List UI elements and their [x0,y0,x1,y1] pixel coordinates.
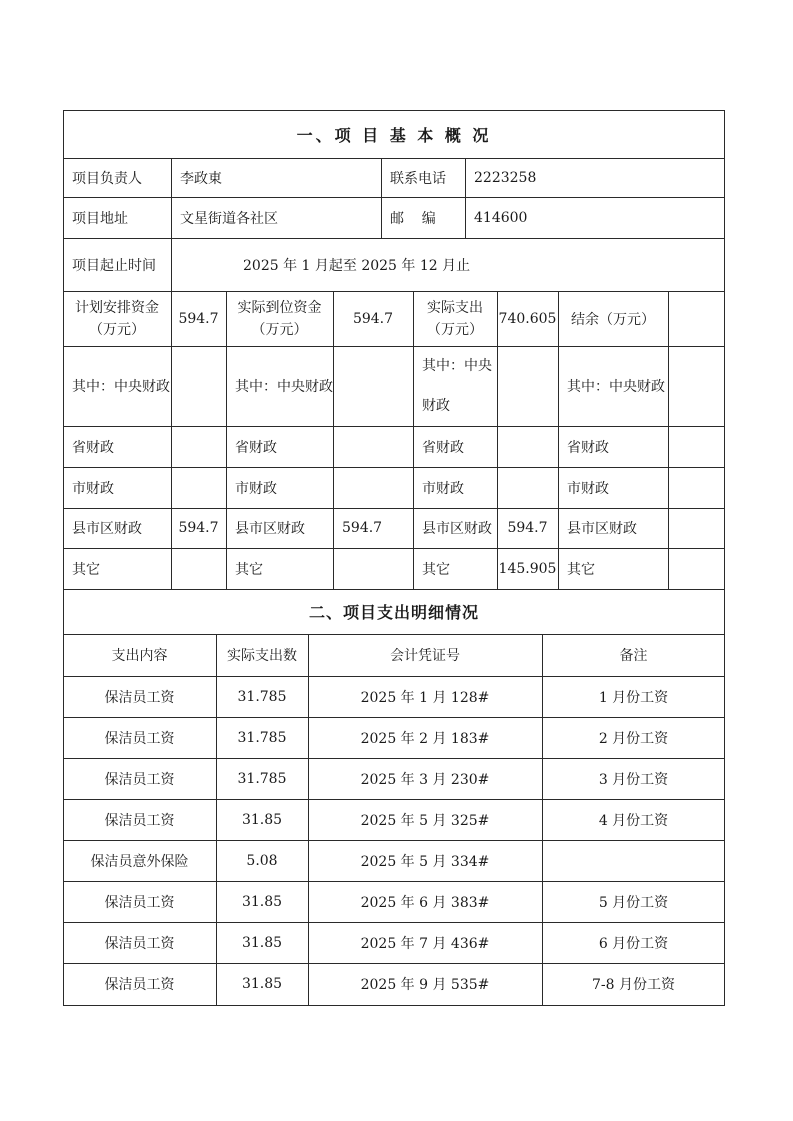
funds-row-label: 市财政 [422,480,464,497]
funds-row-label: 其它 [235,561,263,578]
row-content: 保洁员工资 [104,812,175,829]
actual-spent-label-line2: （万元） [427,321,483,338]
funds-row-label: 其它 [422,561,450,578]
row-amount: 5.08 [246,852,278,869]
row-note [542,840,725,881]
period-label: 项目起止时间 [72,257,156,274]
phone-value: 2223258 [474,169,537,186]
section1-title: 一、项 目 基 本 概 况 [296,125,492,145]
actual-spent-value: 740.605 [498,310,557,327]
row-voucher: 2025 年 3 月 230# [360,771,490,788]
row-note: 5 月份工资 [598,894,669,911]
funds-row-value [668,346,725,426]
address-label: 项目地址 [72,210,128,227]
row-content: 保洁员工资 [104,689,175,706]
funds-row-value: 145.905 [498,560,557,577]
row-amount: 31.85 [241,934,283,951]
row-voucher: 2025 年 7 月 436# [360,935,490,952]
column-header-voucher: 会计凭证号 [390,648,460,664]
funds-row-value [171,548,226,589]
planned-funds-value: 594.7 [178,310,219,327]
project-table [63,110,725,1006]
funds-row-label: 其中：中央财政 [235,379,333,395]
funds-row-value: 594.7 [507,520,548,536]
actual-spent-label-line1: 实际支出 [427,299,483,316]
funds-row-value [668,508,725,548]
funds-row-label: 市财政 [235,480,277,497]
funds-row-label: 县市区财政 [567,521,637,537]
funds-row-value [171,346,226,426]
funds-row-value [171,467,226,508]
funds-row-value [497,467,558,508]
received-funds-value: 594.7 [352,310,394,327]
funds-row-label-line2: 财政 [422,398,450,414]
row-note: 7-8 月份工资 [592,977,675,993]
row-note: 6 月份工资 [598,935,669,952]
row-note: 3 月份工资 [598,771,669,788]
funds-row-label: 县市区财政 [235,521,305,537]
planned-funds-label-line2: （万元） [89,321,145,338]
funds-row-label-line1: 其中：中央 [422,358,492,374]
funds-row-label: 县市区财政 [422,521,492,537]
funds-row-label [413,346,497,426]
funds-row-value [668,548,725,589]
column-header-amount: 实际支出数 [227,648,297,664]
row-content: 保洁员工资 [104,771,175,788]
project-leader-value: 李政東 [180,170,222,187]
funds-row-label: 其中：中央财政 [72,379,170,395]
column-header-note: 备注 [619,648,648,664]
funds-row-label: 省财政 [422,439,464,456]
balance-value [668,291,725,346]
actual-spent-label [413,291,497,346]
funds-row-label: 省财政 [235,439,277,456]
row-content: 保洁员工资 [104,977,175,993]
row-content: 保洁员工资 [104,894,175,911]
funds-row-label: 县市区财政 [72,521,142,537]
postcode-label: 邮 编 [390,210,436,227]
period-value: 2025 年 1 月起至 2025 年 12 月止 [243,257,471,274]
funds-row-value [171,426,226,467]
address-value: 文星街道各社区 [180,210,278,227]
row-content: 保洁员意外保险 [90,853,189,870]
funds-row-value [333,467,413,508]
funds-row-value [333,548,413,589]
row-voucher: 2025 年 5 月 334# [360,853,490,870]
balance-label: 结余（万元） [571,311,655,328]
row-note: 1 月份工资 [598,689,669,706]
row-amount: 31.785 [237,770,287,787]
postcode-value: 414600 [474,209,528,226]
row-voucher: 2025 年 1 月 128# [360,689,490,706]
row-voucher: 2025 年 9 月 535# [360,977,490,993]
row-voucher: 2025 年 5 月 325# [360,812,490,829]
funds-row-value [333,426,413,467]
row-amount: 31.85 [241,811,283,828]
funds-row-label: 市财政 [567,480,609,497]
funds-row-value: 594.7 [342,520,383,536]
funds-row-label: 其它 [72,561,100,578]
row-note: 2 月份工资 [598,730,669,747]
row-voucher: 2025 年 6 月 383# [360,894,490,911]
planned-funds-label [63,291,171,346]
row-amount: 31.785 [237,688,287,705]
funds-row-label: 省财政 [72,439,114,456]
received-funds-label [226,291,333,346]
row-amount: 31.85 [241,893,283,910]
row-amount: 31.85 [241,976,283,992]
project-leader-label: 项目负责人 [72,170,142,187]
funds-row-label: 其它 [567,561,595,578]
row-amount: 31.785 [237,729,287,746]
funds-row-value [668,426,725,467]
planned-funds-label-line1: 计划安排资金 [75,299,159,316]
row-content: 保洁员工资 [104,935,175,952]
funds-row-value [668,467,725,508]
border-bottom [63,1005,725,1006]
row-voucher: 2025 年 2 月 183# [360,730,490,747]
section2-title: 二、项目支出明细情况 [308,603,479,622]
funds-row-value [497,426,558,467]
received-funds-label-line1: 实际到位资金 [237,299,322,316]
row-content: 保洁员工资 [104,730,175,747]
funds-row-value: 594.7 [178,520,219,536]
row-note: 4 月份工资 [598,812,669,829]
phone-label: 联系电话 [390,170,446,187]
received-funds-label-line2: （万元） [251,321,308,338]
funds-row-label: 其中：中央财政 [567,379,665,395]
funds-row-value [333,346,413,426]
funds-row-label: 省财政 [567,439,609,456]
funds-row-value [497,346,558,426]
column-header-content: 支出内容 [111,648,168,664]
funds-row-label: 市财政 [72,480,114,497]
